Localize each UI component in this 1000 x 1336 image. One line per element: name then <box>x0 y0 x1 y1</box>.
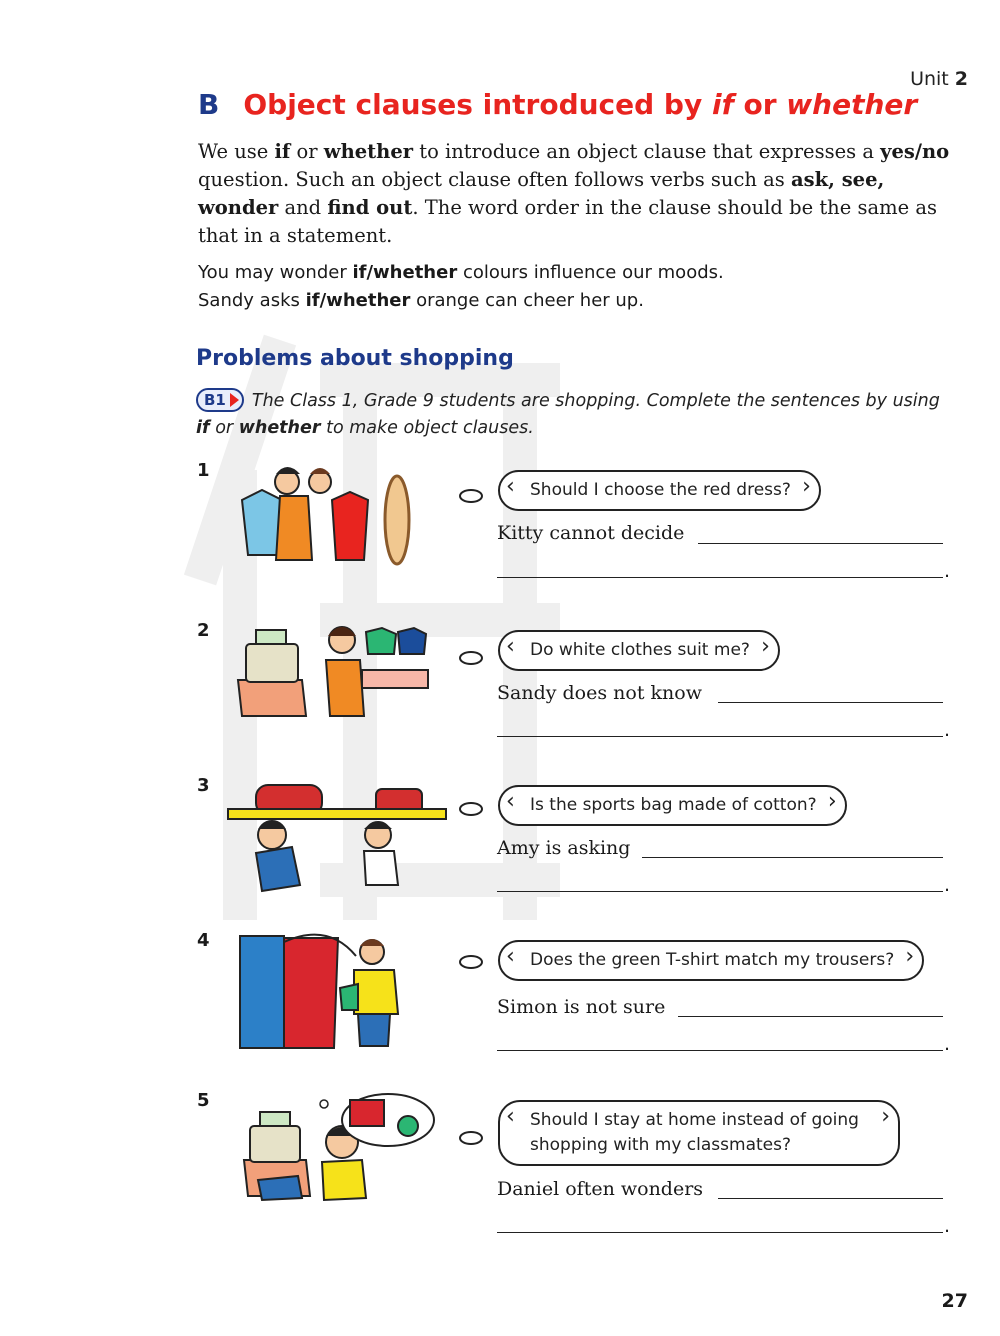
cash-register-illustration <box>232 620 432 720</box>
line-end-period: . <box>944 560 951 582</box>
example-sentence: You may wonder if/whether colours influence our moods. <box>198 262 724 283</box>
answer-line[interactable] <box>497 1232 943 1233</box>
sentence-stem: Daniel often wonders <box>497 1178 704 1200</box>
item-number: 2 <box>197 620 210 641</box>
line-end-period: . <box>944 874 951 896</box>
item-number: 4 <box>197 930 210 951</box>
item-number: 3 <box>197 775 210 796</box>
speech-bubble: ‹ Does the green T-shirt match my trousers? › <box>498 940 924 981</box>
sports-bag-illustration <box>226 775 448 893</box>
answer-line[interactable] <box>678 1016 943 1017</box>
exercise-item <box>0 1090 1000 1240</box>
clothes-shop-illustration <box>232 460 412 568</box>
speech-bubble: ‹ Should I choose the red dress? › <box>498 470 821 511</box>
answer-line[interactable] <box>718 1198 943 1199</box>
example-sentences <box>198 259 724 315</box>
daniel-wondering-illustration <box>238 1090 438 1202</box>
item-number: 5 <box>197 1090 210 1111</box>
unit-label: Unit 2 <box>910 68 968 90</box>
answer-line[interactable] <box>642 857 943 858</box>
speech-bubble: ‹ Should I stay at home instead of going shopping with my classmates? › <box>498 1100 900 1166</box>
subheading: Problems about shopping <box>196 346 514 371</box>
exercise-item <box>0 460 1000 610</box>
line-end-period: . <box>944 719 951 741</box>
changing-room-illustration <box>238 930 418 1050</box>
speech-bubble: ‹ Do white clothes suit me? › <box>498 630 780 671</box>
answer-line[interactable] <box>497 577 943 578</box>
item-number: 1 <box>197 460 210 481</box>
section-heading: B Object clauses introduced by if or whether <box>198 88 918 121</box>
thought-cloud-icon <box>458 650 484 666</box>
thought-cloud-icon <box>458 1130 484 1146</box>
answer-line[interactable] <box>497 1050 943 1051</box>
thought-cloud-icon <box>458 954 484 970</box>
sentence-stem: Amy is asking <box>497 837 631 859</box>
exercise-badge: B1 <box>196 388 244 412</box>
sentence-stem: Simon is not sure <box>497 996 666 1018</box>
exercise-item <box>0 620 1000 770</box>
exercise-item <box>0 775 1000 925</box>
answer-line[interactable] <box>497 891 943 892</box>
answer-line[interactable] <box>698 543 943 544</box>
example-sentence: Sandy asks if/whether orange can cheer her up. <box>198 290 644 311</box>
sentence-stem: Kitty cannot decide <box>497 522 685 544</box>
thought-cloud-icon <box>458 801 484 817</box>
exercise-instruction: B1 The Class 1, Grade 9 students are shopping. Complete the sentences by using if or whether to make object clauses. <box>196 388 956 442</box>
thought-cloud-icon <box>458 488 484 504</box>
exercise-item <box>0 930 1000 1080</box>
speech-bubble: ‹ Is the sports bag made of cotton? › <box>498 785 847 826</box>
line-end-period: . <box>944 1033 951 1055</box>
answer-line[interactable] <box>718 702 943 703</box>
line-end-period: . <box>944 1215 951 1237</box>
answer-line[interactable] <box>497 736 943 737</box>
sentence-stem: Sandy does not know <box>497 682 702 704</box>
explanation-paragraph: We use if or whether to introduce an object clause that expresses a yes/no question. Such an object clause often follows verbs such as ask, see, wonder and find out. The word order in the clause should be the same as that in a statement. <box>198 140 950 247</box>
page-number: 27 <box>941 1290 968 1312</box>
section-letter: B <box>198 88 220 121</box>
